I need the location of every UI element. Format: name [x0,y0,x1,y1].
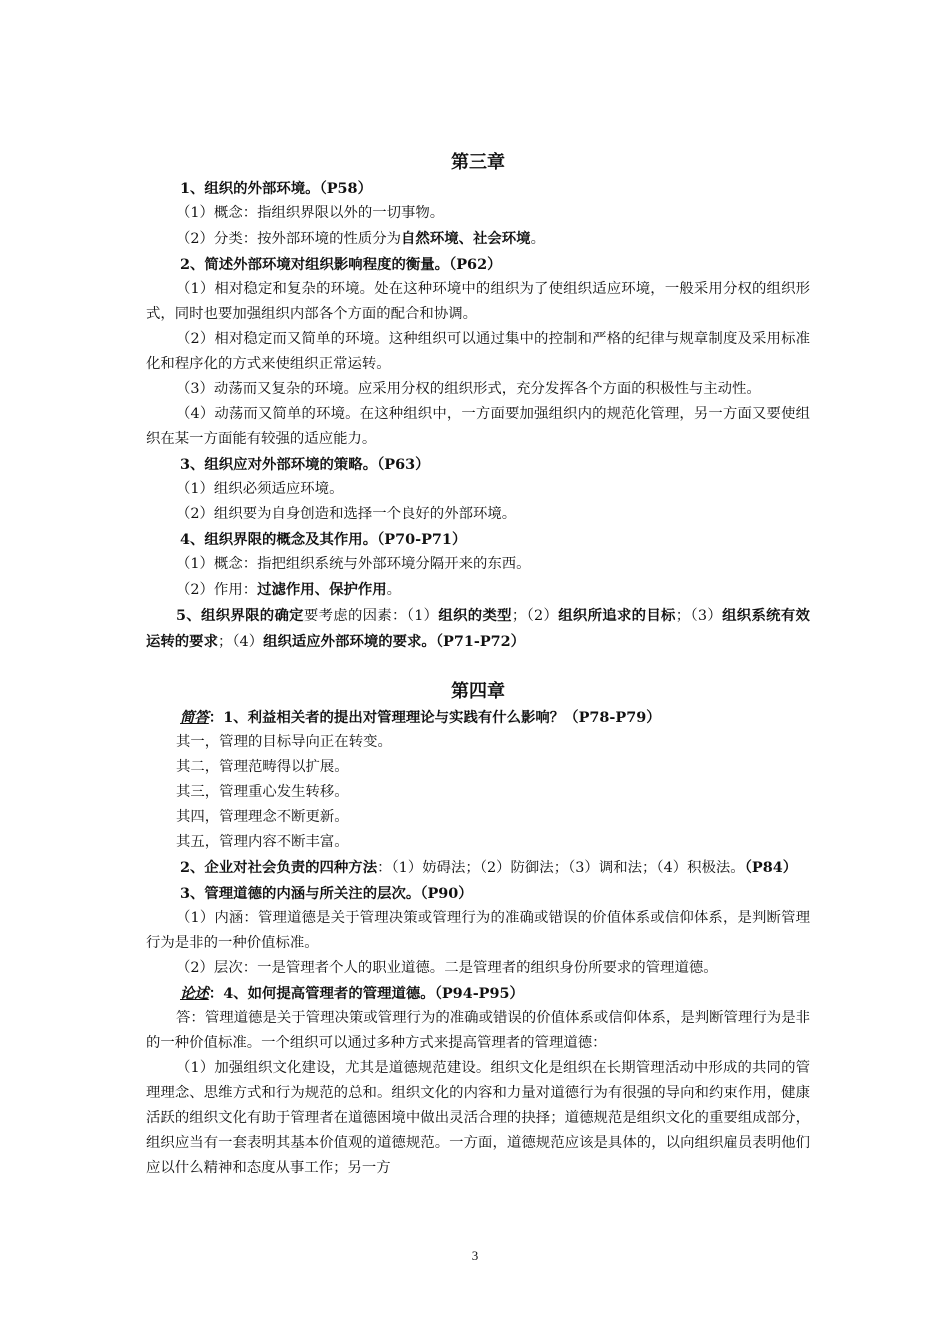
paragraph: （1）加强组织文化建设，尤其是道德规范建设。组织文化是组织在长期管理活动中形成的共同的管理理念、思维方式和行为规范的总和。组织文化的内容和力量对道德行为有很强的导向和约束作用，健康活跃的组织文化有助于管理者在道德困境中做出灵活合理的抉择；道德规范是组织文化的重要组成部分，组织应当有一套表明其基本价值观的道德规范。一方面，道德规范应该是具体的，以向组织雇员表明他们应以什么精神和态度从事工作；另一方 [146,1060,810,1176]
paragraph [146,855,810,881]
text-run: ：1、利益相关者的提出对管理理论与实践有什么影响？（P78-P79） [208,709,661,726]
paragraph: （1）内涵：管理道德是关于管理决策或管理行为的准确或错误的价值体系或信仰体系，是判断管理行为是非的一种价值标准。 [146,910,810,951]
paragraph: （4）动荡而又简单的环境。在这种组织中，一方面要加强组织内的规范化管理，另一方面又要使组织在某一方面能有较强的适应能力。 [146,406,810,447]
section-heading: 4、组织界限的概念及其作用。（P70-P71） [180,531,467,548]
paragraph: （1）组织必须适应环境。 [176,481,344,497]
paragraph: 其三，管理重心发生转移。 [176,784,349,800]
question-type-tag: 简答 [180,709,209,726]
text-run: ；（2） [511,608,559,624]
text-run: 。 [530,231,545,247]
paragraph: 其一，管理的目标导向正在转变。 [176,734,392,750]
section-heading: 3、管理道德的内涵与所关注的层次。（P90） [180,885,473,902]
bold-text: 过滤作用、保护作用 [257,581,387,598]
bold-text: （P84） [744,859,798,876]
paragraph: 其四，管理理念不断更新。 [176,809,349,825]
bold-text: 组织适应外部环境的要求 [263,633,422,650]
paragraph: （3）动荡而又复杂的环境。应采用分权的组织形式，充分发挥各个方面的积极性与主动性。 [176,381,761,397]
text-run: ：（1）妨碍法；（2）防御法；（3）调和法；（4）积极法。 [377,860,745,876]
paragraph [146,603,810,655]
question-type-tag: 论述 [180,985,209,1002]
bold-text: 组织系统有效运转的要求 [146,607,810,650]
section-heading: 1、组织的外部环境。（P58） [180,180,372,197]
text-run: ：4、如何提高管理者的管理道德。（P94-P95） [208,985,524,1002]
document-page [146,150,810,1181]
section-heading: 3、组织应对外部环境的策略。（P63） [180,456,430,473]
bold-text: 组织的类型 [438,607,512,624]
bold-text: 5、组织界限的确定 [176,607,304,624]
paragraph [146,577,810,603]
text-run: （2）作用： [176,582,258,598]
paragraph: （2）相对稳定而又简单的环境。这种组织可以通过集中的控制和严格的纪律与规章制度及采用标准化和程序化的方式来使组织正常运转。 [146,331,810,372]
text-run: ；（3） [675,608,723,624]
bold-text: 。（P71-P72） [421,633,526,650]
text-run: （2）分类：按外部环境的性质分为 [176,231,402,247]
section-heading [146,981,810,1006]
text-run: ；（4） [217,634,264,650]
bold-text: 自然环境、社会环境 [401,230,531,247]
paragraph: 答：管理道德是关于管理决策或管理行为的准确或错误的价值体系或信仰体系，是判断管理行为是非的一种价值标准。一个组织可以通过多种方式来提高管理者的管理道德： [146,1010,810,1051]
paragraph: 其二，管理范畴得以扩展。 [176,759,349,775]
text-run: 。 [386,582,402,598]
chapter-3-title: 第三章 [451,152,505,173]
section-heading [146,705,810,730]
page-number: 3 [471,1248,479,1263]
paragraph: （1）概念：指组织界限以外的一切事物。 [176,205,445,221]
paragraph: （1）概念：指把组织系统与外部环境分隔开来的东西。 [176,556,531,572]
paragraph: （2）组织要为自身创造和选择一个良好的外部环境。 [176,506,517,522]
paragraph: （2）层次：一是管理者个人的职业道德。二是管理者的组织身份所要求的管理道德。 [176,960,718,976]
bold-text: 组织所追求的目标 [558,607,676,624]
section-heading: 2、简述外部环境对组织影响程度的衡量。（P62） [180,256,502,273]
paragraph: （1）相对稳定和复杂的环境。处在这种环境中的组织为了使组织适应环境，一般采用分权的组织形式，同时也要加强组织内部各个方面的配合和协调。 [146,281,810,322]
text-run: 要考虑的因素：（1） [303,608,439,624]
paragraph: 其五，管理内容不断丰富。 [176,834,349,850]
paragraph [146,226,810,252]
chapter-4-title: 第四章 [451,681,505,702]
bold-text: 2、企业对社会负责的四种方法 [180,859,378,876]
